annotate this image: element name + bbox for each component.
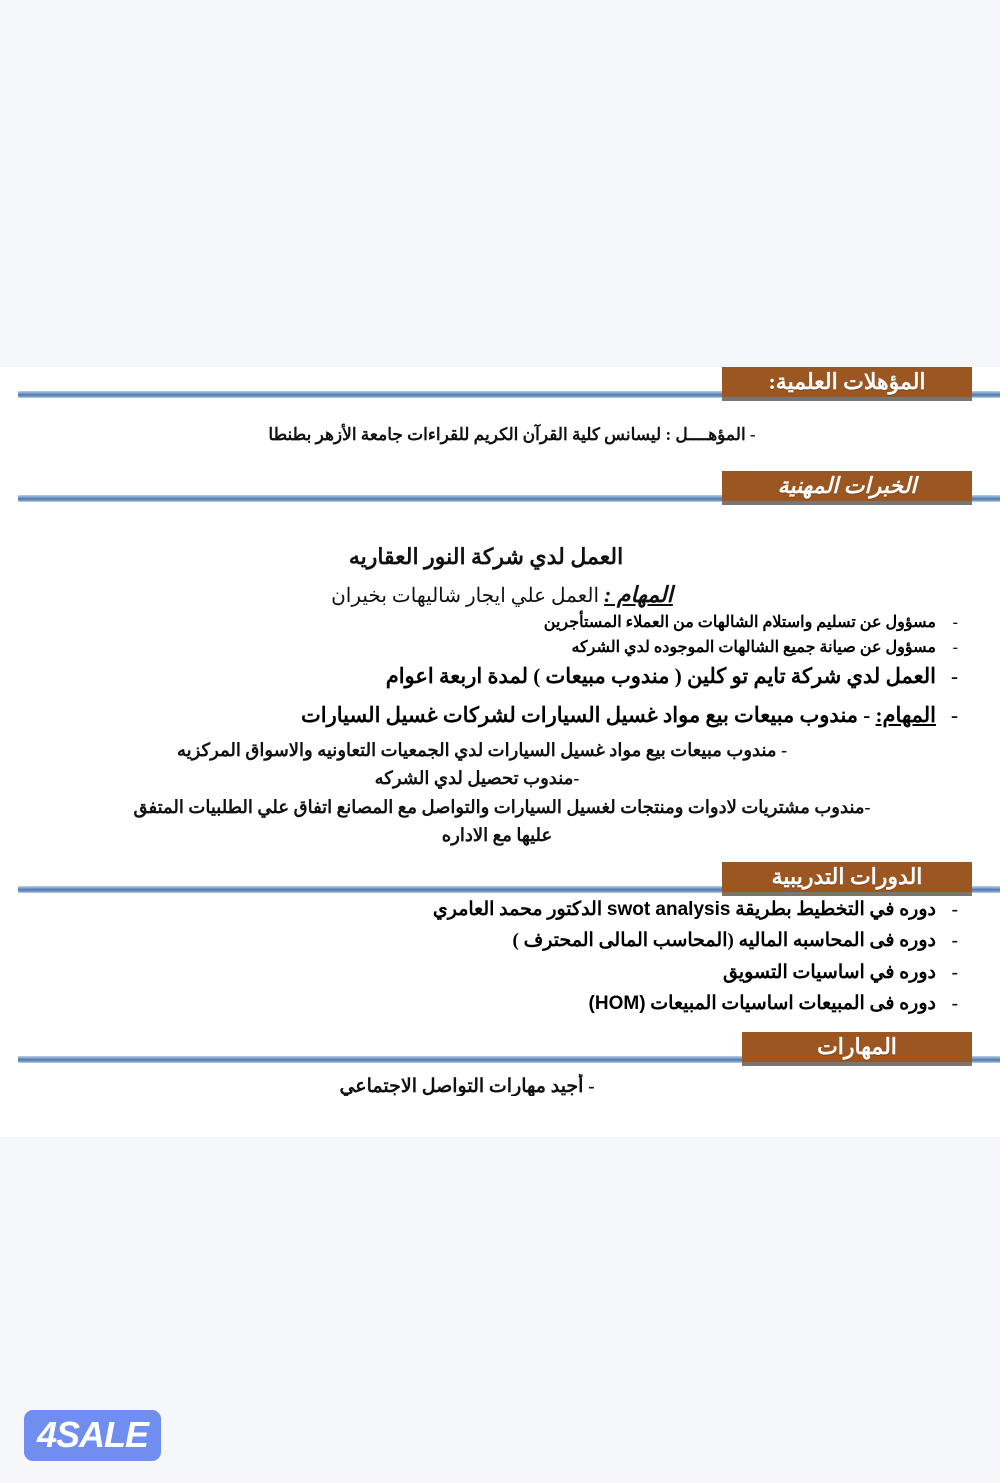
header-chip-qualifications xyxy=(722,367,972,397)
list-item: - مسؤول عن صيانة جميع الشالهات الموجوده لدي الشركه xyxy=(28,636,966,659)
job2-list xyxy=(28,661,966,730)
course-text-latin: swot analysis xyxy=(606,898,731,920)
qualifications-heading-text: المؤهلات العلمية: xyxy=(768,369,926,394)
experience-block xyxy=(0,541,1000,848)
header-chip-experience xyxy=(722,471,972,501)
tasks-lead-text: العمل علي ايجار شاليهات بخيران xyxy=(331,585,600,608)
skill-item-first: - أجيد مهارات التواصل الاجتماعي xyxy=(339,1075,595,1096)
courses-list xyxy=(28,896,966,1018)
course-text-before: دوره في التخطيط بطريقة xyxy=(730,898,936,920)
job2-detail-4: عليها مع الاداره xyxy=(441,825,553,846)
job2-detail-3: -مندوب مشتريات لادوات ومنتجات لغسيل السيارات والتواصل مع المصانع اتفاق علي الطلبيات المتفق xyxy=(133,797,871,818)
watermark-text: 4SALE xyxy=(37,1414,149,1455)
skills-block xyxy=(0,1074,1000,1096)
tasks-lead-text: - مندوب مبيعات بيع مواد غسيل السيارات لشركات غسيل السيارات xyxy=(300,702,871,727)
section-header-skills xyxy=(0,1032,1000,1066)
tasks-label: المهام : xyxy=(604,582,673,608)
list-item xyxy=(28,927,966,955)
job1-tasks-lead xyxy=(28,579,976,610)
qualification-entry: - المؤهــــل : ليسانس كلية القرآن الكريم للقراءات جامعة الأزهر بطنطا xyxy=(268,425,756,444)
course-text-latin: (HOM) xyxy=(588,993,646,1015)
job2-detail-1: - مندوب مبيعات بيع مواد غسيل السيارات لدي الجمعيات التعاونيه والاسواق المركزيه xyxy=(176,740,788,760)
job2-detail-2: -مندوب تحصيل لدي الشركه xyxy=(374,767,580,788)
job2-tasks-line xyxy=(28,700,966,730)
courses-block xyxy=(0,896,1000,1018)
qualifications-block xyxy=(0,423,1000,447)
course-text-before: دوره فى المحاسبه الماليه (المحاسب المالى المحترف ) xyxy=(512,930,936,952)
header-chip-courses xyxy=(722,862,972,892)
document-sheet xyxy=(0,367,1000,1137)
section-header-experience xyxy=(0,471,1000,505)
list-item xyxy=(28,959,966,987)
course-text-before: دوره فى المبيعات اساسيات المبيعات xyxy=(645,993,936,1015)
list-item xyxy=(28,990,966,1018)
job-title-alnoor: العمل لدي شركة النور العقاريه xyxy=(348,544,624,570)
courses-heading-text: الدورات التدريبية xyxy=(771,863,923,889)
job1-bullet-list xyxy=(28,611,966,659)
course-text-after: الدكتور محمد العامري xyxy=(432,898,607,920)
job-title-timetoclean: - العمل لدي شركة تايم تو كلين ( مندوب مبيعات ) لمدة اربعة اعوام xyxy=(28,661,966,691)
experience-heading-text: الخبرات المهنية xyxy=(777,473,917,499)
section-header-courses xyxy=(0,862,1000,896)
list-item xyxy=(28,896,966,924)
skills-heading-text: المهارات xyxy=(817,1033,897,1059)
course-text-before: دوره في اساسيات التسويق xyxy=(723,961,936,983)
watermark-4sale xyxy=(24,1410,161,1461)
document-body xyxy=(0,367,1000,1137)
tasks-label: المهام: xyxy=(875,702,936,727)
section-header-qualifications xyxy=(0,367,1000,401)
list-item: - مسؤول عن تسليم واستلام الشالهات من العملاء المستأجرين xyxy=(28,611,966,634)
header-chip-skills xyxy=(742,1032,972,1062)
